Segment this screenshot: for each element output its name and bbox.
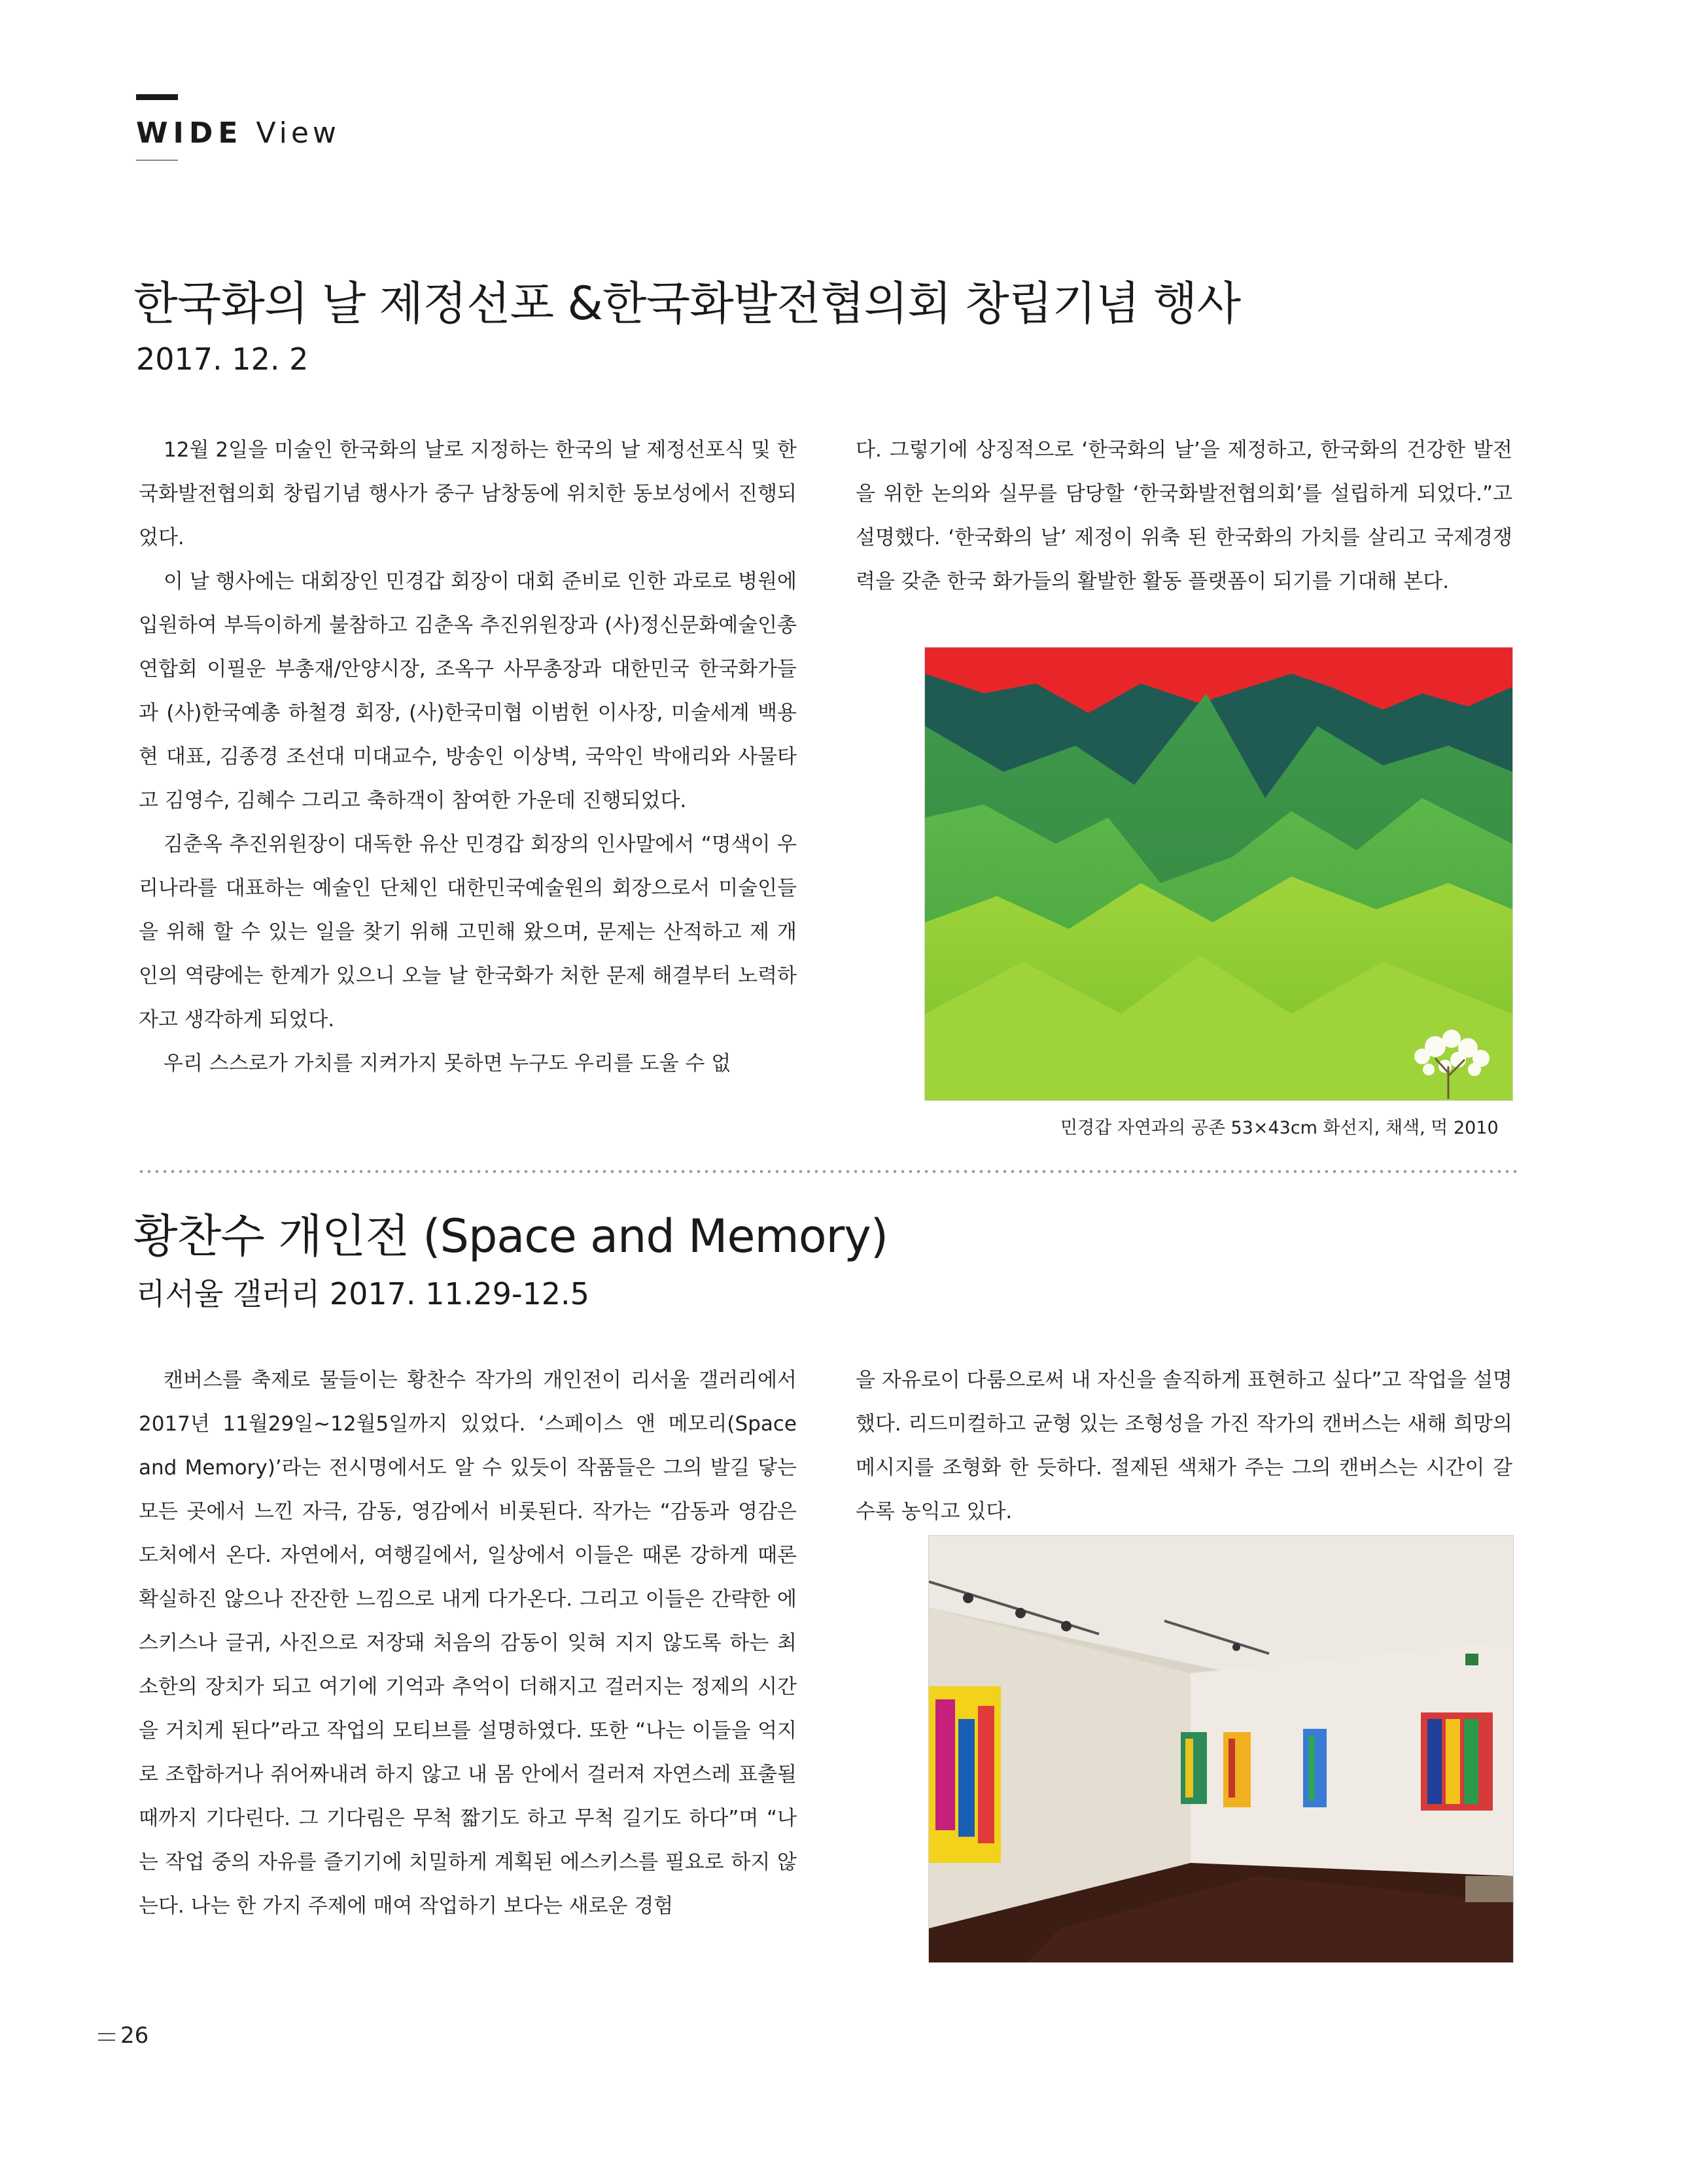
- page-number-mark: [98, 2033, 115, 2041]
- painting-caption: 민경갑 자연과의 공존 53×43cm 화선지, 채색, 먹 2010: [1060, 1118, 1499, 1138]
- header-rule: [136, 160, 178, 161]
- article1-right-column: [856, 428, 1512, 604]
- gallery-illustration: [929, 1536, 1513, 1962]
- article2-right-column: [856, 1359, 1512, 1534]
- article1-left-column: [139, 428, 797, 1086]
- page-number-value: 26: [120, 2023, 149, 2049]
- page-number: [98, 2023, 148, 2049]
- section-label: [136, 116, 340, 150]
- gallery-photo: [928, 1535, 1514, 1963]
- article1-title: 한국화의 날 제정선포 &한국화발전협의회 창립기념 행사: [133, 277, 1241, 330]
- section-divider: [137, 1167, 1519, 1176]
- painting-illustration: [925, 648, 1512, 1100]
- article1-right-paragraph: 다. 그렇기에 상징적으로 ‘한국화의 날’을 제정하고, 한국화의 건강한 발전을 위한 논의와 실무를 담당할 ‘한국화발전협의회’를 설립하게 되었다.”고 설명했다. ‘한국화의 날’ 제정이 위축 된 한국화의 가치를 살리고 국제경쟁력을 갖춘 한국 화가들의 활발한 활동 플랫폼이 되기를 기대해 본다.: [856, 438, 1512, 593]
- article2-left-column: [139, 1359, 797, 1928]
- section-label-light: View: [256, 116, 340, 150]
- article1-date: 2017. 12. 2: [136, 341, 309, 377]
- painting-image: [924, 647, 1513, 1101]
- article2-left-paragraph: 캔버스를 축제로 물들이는 황찬수 작가의 개인전이 리서울 갤러리에서 2017년 11월29일~12월5일까지 있었다. ‘스페이스 앤 메모리(Space and Memory)’라는 전시명에서도 알 수 있듯이 작품들은 그의 발길 닿는 모든 곳에서 느낀 자극, 감동, 영감에서 비롯된다. 작가는 “감동과 영감은 도처에서 온다. 자연에서, 여행길에서, 일상에서 이들은 때론 강하게 때론 확실하진 않으나 잔잔한 느낌으로 내게 다가온다. 그리고 이들은 간략한 에스키스나 글귀, 사진으로 저장돼 처음의 감동이 잊혀 지지 않도록 하는 최소한의 장치가 되고 여기에 기억과 추억이 더해지고 걸러지는 정제의 시간을 거치게 된다”라고 작업의 모티브를 설명하였다. 또한 “나는 이들을 억지로 조합하거나 쥐어짜내려 하지 않고 내 몸 안에서 걸러져 자연스레 표출될 때까지 기다린다. 그 기다림은 무척 짧기도 하고 무척 길기도 하다”며 “나는 작업 중의 자유를 즐기기에 치밀하게 계획된 에스키스를 필요로 하지 않는다. 나는 한 가지 주제에 매여 작업하기 보다는 새로운 경험: [139, 1368, 797, 1918]
- section-label-bold: WIDE: [136, 116, 243, 150]
- article1-left-paragraph: 이 날 행사에는 대회장인 민경갑 회장이 대회 준비로 인한 과로로 병원에 입원하여 부득이하게 불참하고 김춘옥 추진위원장과 (사)정신문화예술인총연합회 이필운 부총재/안양시장, 조옥구 사무총장과 대한민국 한국화가들과 (사)한국예총 하철경 회장, (사)한국미협 이범헌 이사장, 미술세계 백용현 대표, 김종경 조선대 미대교수, 방송인 이상벽, 국악인 박애리와 사물타고 김영수, 김혜수 그리고 축하객이 참여한 가운데 진행되었다.: [139, 570, 797, 812]
- article2-subtitle: 리서울 갤러리 2017. 11.29-12.5: [136, 1276, 589, 1311]
- article2-title: 황찬수 개인전 (Space and Memory): [133, 1209, 888, 1263]
- article2-right-paragraph: 을 자유로이 다룸으로써 내 자신을 솔직하게 표현하고 싶다”고 작업을 설명했다. 리드미컬하고 균형 있는 조형성을 가진 작가의 캔버스는 새해 희망의 메시지를 조형화 한 듯하다. 절제된 색채가 주는 그의 캔버스는 시간이 갈수록 농익고 있다.: [856, 1368, 1512, 1523]
- header-bar: [136, 94, 178, 100]
- article1-left-paragraph: 김춘옥 추진위원장이 대독한 유산 민경갑 회장의 인사말에서 “명색이 우리나라를 대표하는 예술인 단체인 대한민국예술원의 회장으로서 미술인들을 위해 할 수 있는 일을 찾기 위해 고민해 왔으며, 문제는 산적하고 제 개인의 역량에는 한계가 있으니 오늘 날 한국화가 처한 문제 해결부터 노력하자고 생각하게 되었다.: [139, 833, 797, 1032]
- article1-left-paragraph: 12월 2일을 미술인 한국화의 날로 지정하는 한국의 날 제정선포식 및 한국화발전협의회 창립기념 행사가 중구 남창동에 위치한 동보성에서 진행되었다.: [139, 438, 797, 549]
- article1-left-paragraph: 우리 스스로가 가치를 지켜가지 못하면 누구도 우리를 도울 수 없: [164, 1052, 731, 1075]
